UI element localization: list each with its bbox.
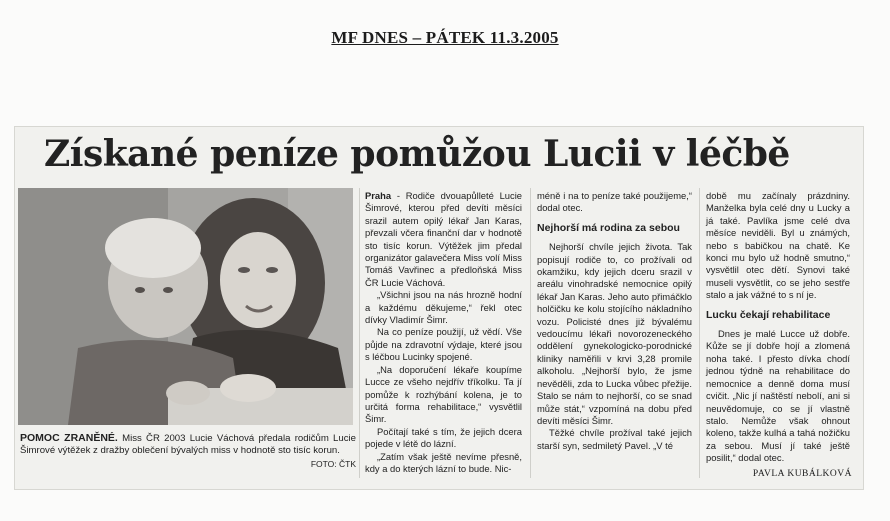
article-headline: Získané peníze pomůžou Lucii v léčbě [44, 133, 790, 175]
article-photo [18, 188, 353, 425]
column-divider [530, 188, 531, 478]
paragraph: době mu začínaly prázdniny. Manželka byla celé dny u Lucky a já také. Pavlíka jsme celé dva měsíce neviděli. Byl u známých, nebo s babičkou na chatě. Ke konci mu bylo už hodně smutno,“ vysvětlil otec dětí. Synovi také museli vysvětlit, co se jeho sestře stalo a jak vážné to s ní je. [706, 190, 850, 301]
article-column-2 [537, 190, 692, 452]
subheading: Lucku čekají rehabilitace [706, 308, 831, 321]
caption-text: Miss ČR 2003 Lucie Váchová předala rodičům Lucie Šimrové výtěžek z dražby oblečení bývalých miss v hodnotě sto tisíc korun. [20, 433, 356, 457]
paragraph: Praha - Rodiče dvouapůlleté Lucie Šimrové, kterou před devíti měsíci srazil autem opilý lékař Jan Karas, převzali včera finanční dar v hodnotě sto tisíc korun. Výtěžek jim předal organizátor galavečera Miss volí Miss Tomáš Vavřinec a předloňská Miss ČR Lucie Váchová. [365, 190, 522, 288]
paragraph: „Všichni jsou na nás hrozně hodní a každému děkujeme,“ řekl otec dívky Vladimír Šimr. [365, 289, 522, 326]
article-author: PAVLA KUBÁLKOVÁ [752, 469, 852, 479]
paragraph: Počítají také s tím, že jejich dcera pojede v létě do lázní. [365, 425, 522, 450]
photo-credit: FOTO: ČTK [310, 458, 356, 469]
paragraph: Na co peníze použijí, už vědí. Vše půjde na zdravotní výdaje, které jsou s léčbou Lucinky spojené. [365, 326, 522, 363]
paragraph: Nejhorší chvíle jejich života. Tak popisují rodiče to, co prožívali od okamžiku, kdy jejich dceru srazil v areálu vinohradské nemocnice opilý lékař Jan Karas. Jeho auto přimáčklo holčičku ke kolu stojícího nákladního vozu. Policisté dnes již bývalému vedoucímu lékaři novorozeneckého oddělení gynekologicko-porodnické kliniky naměřili v krvi 3,28 promile alkoholu. „Nejhorší bylo, že jsme nevěděli, zda to Lucka vůbec přežije. Stalo se nám to nejhorší, co se snad může stát,“ vzpomíná na dobu před devíti měsíci Šimr. [537, 241, 692, 426]
subheading: Nejhorší má rodina za sebou [537, 221, 680, 234]
paragraph: Těžké chvíle prožíval také jejich starší syn, sedmiletý Pavel. „V té [537, 427, 692, 451]
paragraph: Dnes je malé Lucce už dobře. Kůže se jí dobře hojí a zlomená noha také. I přesto dívka chodí jednou týdně na rehabilitace do nemocnice a denně doma musí cvičit. „Nic jí naštěstí nebolí, ani si neuvědomuje, co se jí vlastně stalo. Nemůže však ohnout koleno, takže kulhá a tahá nožičku za sebou. Musí jí také ještě posilit,“ dodal otec. [706, 328, 850, 464]
paragraph: „Zatím však ještě nevíme přesně, kdy a do kterých lázní to bude. Nic- [365, 450, 522, 474]
column-divider [359, 188, 360, 478]
dateline: Praha [365, 190, 392, 201]
paragraph: „Na doporučení lékaře koupíme Lucce ze všeho nejdřív tříkolku. Ta jí pomůže k rozhýbání kolena, je to určitá forma rehabilitace,“ vysvětlil Šimr. [365, 363, 522, 425]
paragraph: méně i na to peníze také použijeme,“ dodal otec. [537, 190, 692, 214]
article-column-3 [706, 190, 850, 465]
photo-illustration [18, 188, 353, 425]
column-divider [699, 188, 700, 478]
photo-caption [20, 432, 356, 470]
newspaper-source-header: MF DNES – PÁTEK 11.3.2005 [331, 28, 559, 47]
article-column-1 [365, 190, 522, 475]
caption-lead: POMOC ZRANĚNÉ. [20, 432, 118, 444]
